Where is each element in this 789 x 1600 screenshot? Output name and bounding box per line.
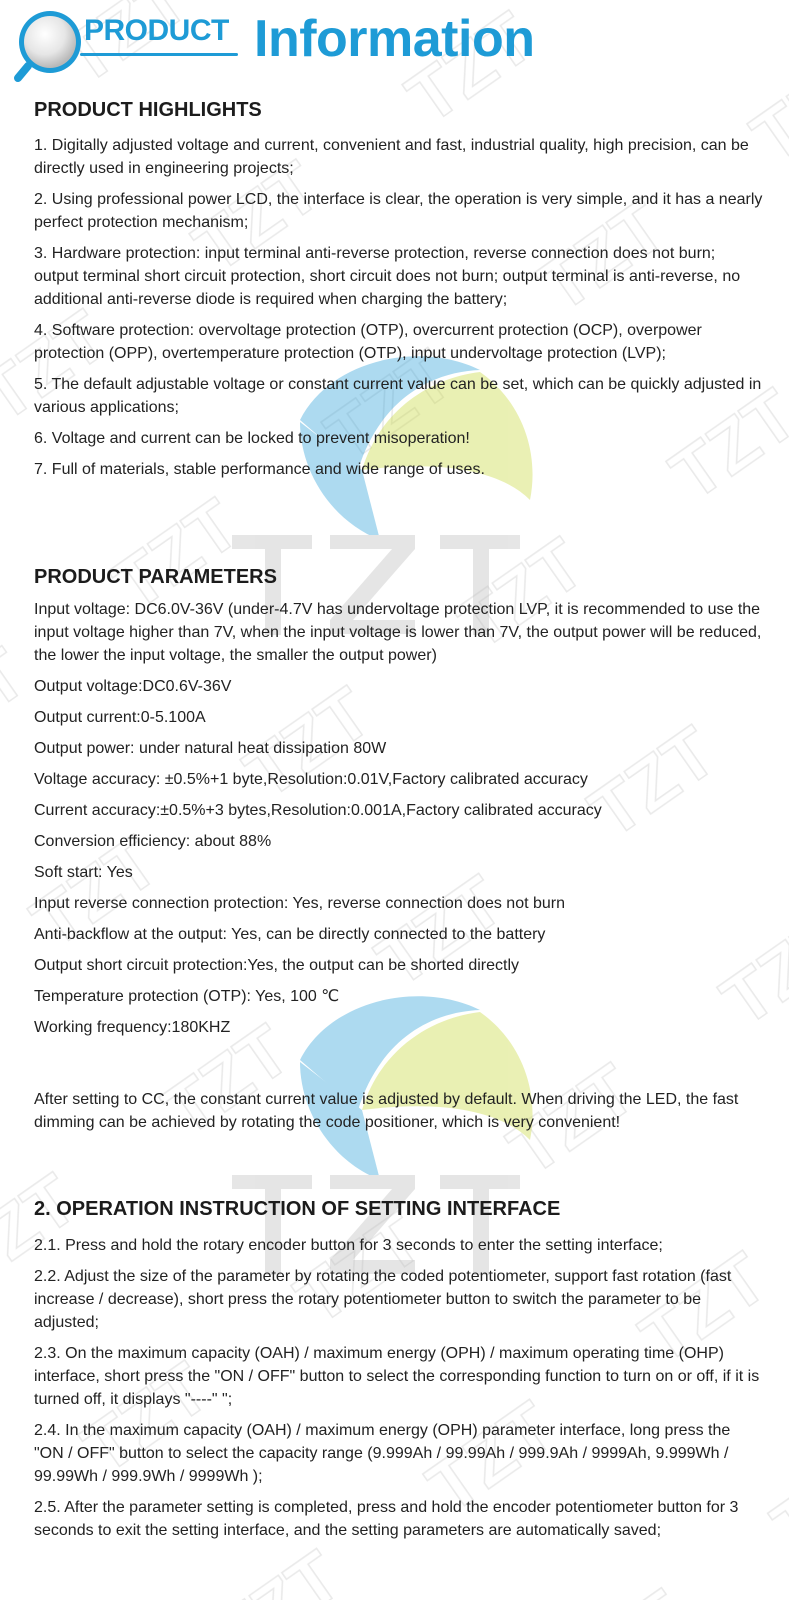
parameters-list (34, 598, 764, 1039)
header-banner (0, 0, 789, 90)
list-item: Output voltage:DC0.6V-36V (34, 678, 232, 695)
operation-list (34, 1234, 764, 1542)
badge-product: PRODUCT (84, 14, 229, 47)
list-item: Output current:0-5.100A (34, 709, 206, 726)
list-item: Input reverse connection protection: Yes, reverse connection does not burn (34, 895, 566, 912)
list-item: Temperature protection (OTP): Yes, 100 ℃ (34, 988, 340, 1005)
list-item: 4. Software protection: overvoltage protection (OTP), overcurrent protection (OCP), overpower protection (OPP), overtemperature protection (OTP), input undervoltage protection (LVP); (34, 322, 702, 362)
list-item: 3. Hardware protection: input terminal anti-reverse protection, reverse connection does not burn; output terminal short circuit protection, short circuit does not burn; output terminal is anti-reverse, no additional anti-reverse diode is required when charging the battery; (34, 245, 741, 308)
note-paragraph: After setting to CC, the constant current value is adjusted by default. When driving the LED, the fast dimming can be achieved by rotating the code positioner, which is very convenient! (34, 1091, 739, 1131)
list-item: Soft start: Yes (34, 864, 133, 881)
list-item: 6. Voltage and current can be locked to prevent misoperation! (34, 430, 470, 447)
list-item: 2.5. After the parameter setting is completed, press and hold the encoder potentiometer button for 3 seconds to exit the setting interface, and the setting parameters are automatically saved; (34, 1499, 739, 1539)
highlights-heading: PRODUCT HIGHLIGHTS (34, 99, 262, 121)
operation-heading: 2. OPERATION INSTRUCTION OF SETTING INTERFACE (34, 1198, 561, 1220)
cc-note (34, 1088, 764, 1134)
list-item: 2.1. Press and hold the rotary encoder button for 3 seconds to enter the setting interface; (34, 1237, 663, 1254)
list-item: Current accuracy:±0.5%+3 bytes,Resolution:0.001A,Factory calibrated accuracy (34, 802, 602, 819)
list-item: 5. The default adjustable voltage or constant current value can be set, which can be quickly adjusted in various applications; (34, 376, 762, 416)
list-item: 2. Using professional power LCD, the interface is clear, the operation is very simple, and it has a nearly perfect protection mechanism; (34, 191, 763, 231)
badge-underline (80, 53, 238, 56)
list-item: Working frequency:180KHZ (34, 1019, 231, 1036)
list-item: Voltage accuracy: ±0.5%+1 byte,Resolution:0.01V,Factory calibrated accuracy (34, 771, 588, 788)
list-item: Output power: under natural heat dissipation 80W (34, 740, 387, 757)
magnifier-icon (10, 4, 90, 84)
list-item: Input voltage: DC6.0V-36V (under-4.7V has undervoltage protection LVP, it is recommended to use the input voltage higher than 7V, when the input voltage is lower than 7V, the output power will be reduced, the lower the input voltage, the smaller the output power) (34, 601, 762, 664)
parameters-heading: PRODUCT PARAMETERS (34, 566, 277, 588)
highlights-list (34, 134, 764, 481)
list-item: 2.2. Adjust the size of the parameter by rotating the coded potentiometer, support fast rotation (fast increase / decrease), short press the rotary potentiometer button to switch the parameter to be adjusted; (34, 1268, 732, 1331)
list-item: 7. Full of materials, stable performance and wide range of uses. (34, 461, 485, 478)
list-item: Output short circuit protection:Yes, the output can be shorted directly (34, 957, 520, 974)
list-item: 2.3. On the maximum capacity (OAH) / maximum energy (OPH) / maximum operating time (OHP) interface, short press the "ON / OFF" button to select the corresponding function to turn on or off, if it is turned off, it displays "----" "; (34, 1345, 760, 1408)
list-item: Conversion efficiency: about 88% (34, 833, 272, 850)
list-item: Anti-backflow at the output: Yes, can be directly connected to the battery (34, 926, 546, 943)
page-title: Information (254, 10, 535, 68)
list-item: 2.4. In the maximum capacity (OAH) / maximum energy (OPH) parameter interface, long press the "ON / OFF" button to select the capacity range (9.999Ah / 99.99Ah / 999.9Ah / 9999Ah, 9.999Wh / 99.99Wh / 999.9Wh / 9999Wh ); (34, 1422, 731, 1485)
list-item: 1. Digitally adjusted voltage and current, convenient and fast, industrial quality, high precision, can be directly used in engineering projects; (34, 137, 749, 177)
